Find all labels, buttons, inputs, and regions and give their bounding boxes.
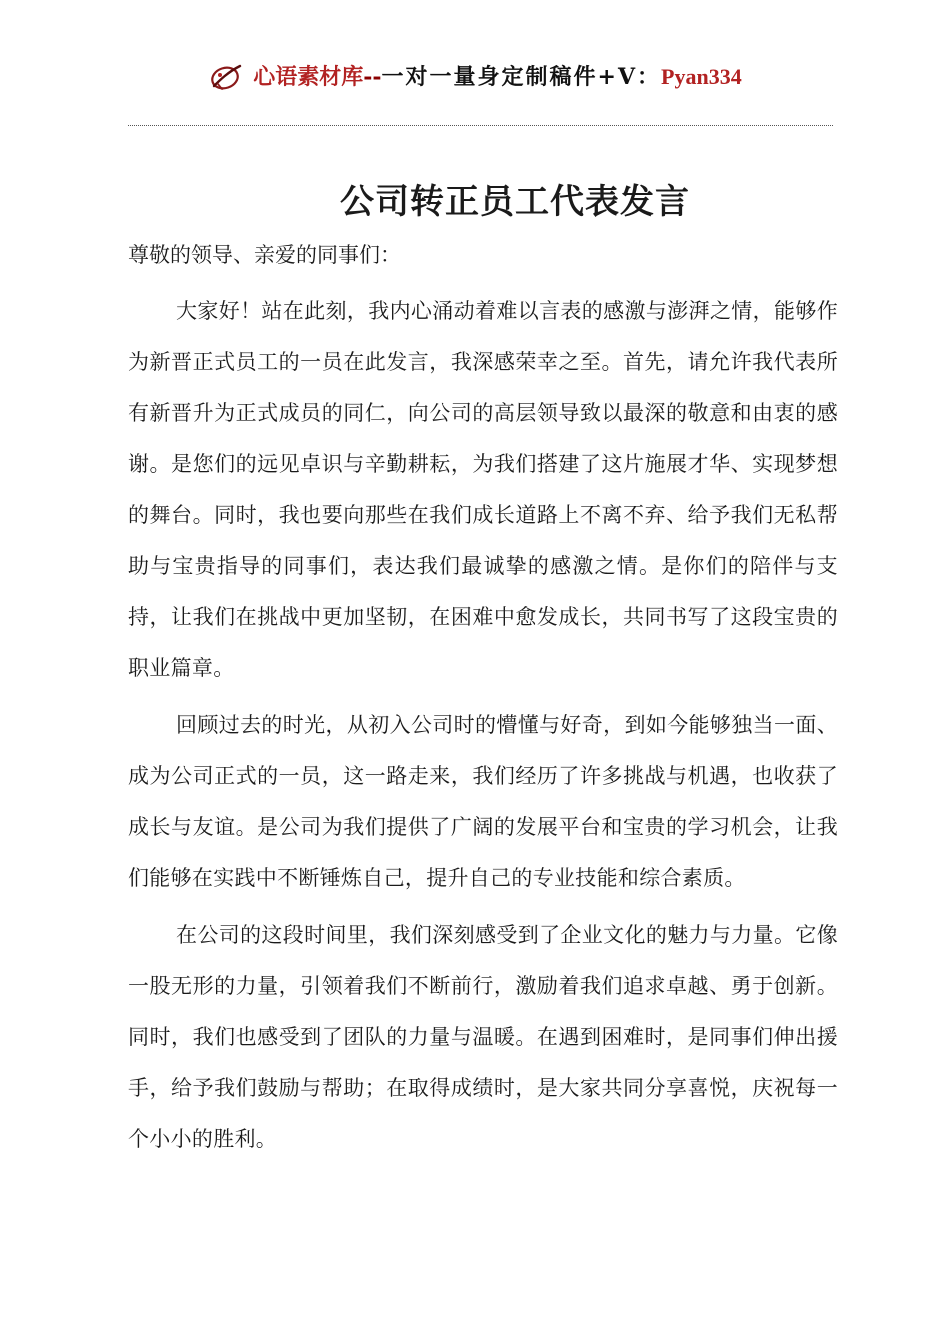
document-title: 公司转正员工代表发言 [340,182,690,222]
body-paragraph: 在公司的这段时间里，我们深刻感受到了企业文化的魅力与力量。它像一股无形的力量，引领着我们不断前行，激励着我们追求卓越、勇于创新。同时，我们也感受到了团队的力量与温暖。在遇到困难时，是同事们伸出援手，给予我们鼓励与帮助；在取得成绩时，是大家共同分享喜悦，庆祝每一个小小的胜利。 [128,923,838,1151]
page-header [0,62,950,92]
brand-logo-icon [208,62,244,92]
salutation: 尊敬的领导、亲爱的同事们： [128,243,401,267]
document-body [128,240,838,1165]
header-slogan: 一对一量身定制稿件+V： [381,64,662,90]
body-paragraph: 大家好！站在此刻，我内心涌动着难以言表的感激与澎湃之情，能够作为新晋正式员工的一员在此发言，我深感荣幸之至。首先，请允许我代表所有新晋升为正式成员的同仁，向公司的高层领导致以最深的敬意和由衷的感谢。是您们的远见卓识与辛勤耕耘，为我们搭建了这片施展才华、实现梦想的舞台。同时，我也要向那些在我们成长道路上不离不弃、给予我们无私帮助与宝贵指导的同事们，表达我们最诚挚的感激之情。是你们的陪伴与支持，让我们在挑战中更加坚韧，在困难中愈发成长，共同书写了这段宝贵的职业篇章。 [128,299,838,680]
header-contact: Pyan334 [661,64,742,89]
header-separator: -- [363,64,382,90]
body-paragraph: 回顾过去的时光，从初入公司时的懵懂与好奇，到如今能够独当一面、成为公司正式的一员，这一路走来，我们经历了许多挑战与机遇，也收获了成长与友谊。是公司为我们提供了广阔的发展平台和宝贵的学习机会，让我们能够在实践中不断锤炼自己，提升自己的专业技能和综合素质。 [128,713,838,890]
brand-name: 心语素材库 [253,64,364,90]
header-divider [128,125,833,126]
